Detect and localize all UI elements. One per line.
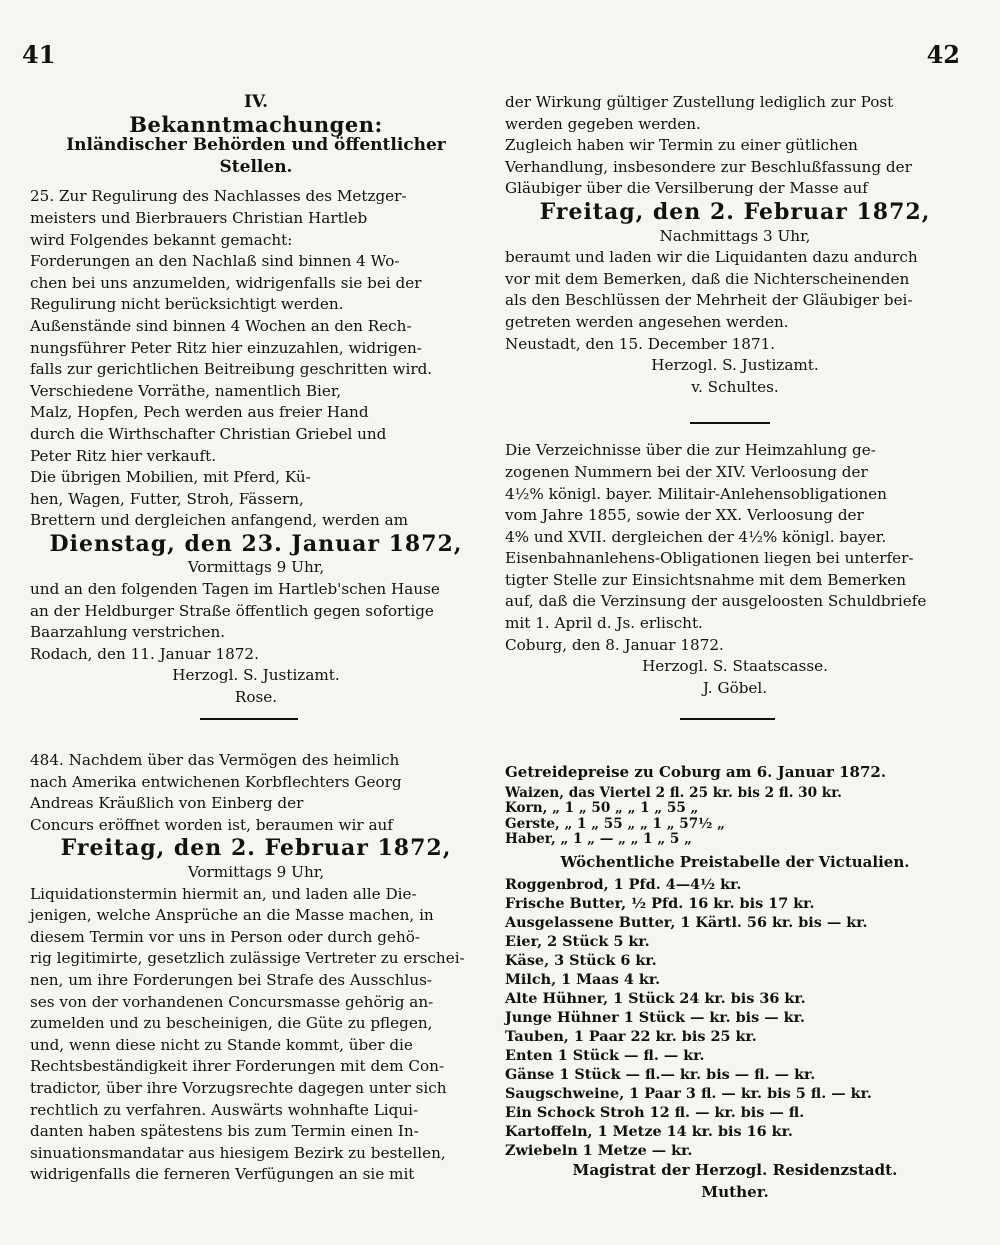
list-item: Ein Schock Stroh 12 fl. — kr. bis — fl. xyxy=(505,1104,805,1122)
text-line: Concurs eröffnet worden ist, beraumen wir auf xyxy=(30,815,393,834)
text-line: und, wenn diese nicht zu Stande kommt, über die xyxy=(30,1035,413,1054)
text-line: und an den folgenden Tagen im Hartleb'schen Hause xyxy=(30,580,440,599)
text-line: nungsführer Peter Ritz hier einzuzahlen, widrigen- xyxy=(30,338,422,357)
text-line: wird Folgendes bekannt gemacht: xyxy=(30,230,293,249)
text-line: durch die Wirthschafter Christian Griebel und xyxy=(30,424,387,443)
text-line: Nachmittags 3 Uhr, xyxy=(659,226,811,245)
signature-line: v. Schultes. xyxy=(691,377,779,396)
text-line: der Wirkung gültiger Zustellung lediglich zur Post xyxy=(505,93,894,111)
text-line: auf, daß die Verzinsung der ausgeloosten Schuldbriefe xyxy=(505,592,927,611)
text-line: meisters und Bierbrauers Christian Hartleb xyxy=(30,208,368,227)
notice-cont-after xyxy=(505,226,965,356)
text-line: Liquidationstermin hiermit an, und laden alle Die- xyxy=(30,884,417,903)
text-line: Regulirung nicht berücksichtigt werden. xyxy=(30,295,344,314)
notice-25-date: Dienstag, den 23. Januar 1872, xyxy=(49,530,463,557)
text-line: Die Verzeichnisse über die zur Heimzahlung ge- xyxy=(505,441,876,460)
left-bottom-column xyxy=(30,750,482,1186)
text-line: Forderungen an den Nachlaß sind binnen 4 Wo- xyxy=(30,252,400,271)
table-row: Gerste, „ 1 „ 55 „ „ 1 „ 57½ „ xyxy=(505,815,725,832)
notice-bonds-body xyxy=(505,440,965,656)
notice-cont-body xyxy=(505,92,965,200)
text-line: rig legitimirte, gesetzlich zulässige Vertreter zu erschei- xyxy=(30,949,465,968)
grain-prices-table xyxy=(505,786,965,848)
text-line: danten haben spätestens bis zum Termin einen In- xyxy=(30,1122,419,1141)
page-number-left: 41 xyxy=(22,40,56,69)
text-line: Coburg, den 8. Januar 1872. xyxy=(505,635,724,654)
list-item: Käse, 3 Stück 6 kr. xyxy=(505,952,657,970)
text-line: ses von der vorhandenen Concursmasse gehörig an- xyxy=(30,992,434,1011)
text-line: 4½% königl. bayer. Militair-Anlehensobligationen xyxy=(505,484,887,503)
list-item: Gänse 1 Stück — fl.— kr. bis — fl. — kr. xyxy=(505,1066,816,1084)
text-line: 484. Nachdem über das Vermögen des heimlich xyxy=(30,751,400,769)
right-top-column xyxy=(505,92,965,699)
separator-rule-short xyxy=(690,422,770,424)
list-item: Frische Butter, ½ Pfd. 16 kr. bis 17 kr. xyxy=(505,895,815,913)
section-subtitle: Inländischer Behörden und öffentlicher Stellen. xyxy=(66,135,446,177)
text-line: chen bei uns anzumelden, widrigenfalls sie bei der xyxy=(30,273,422,292)
text-line: vom Jahre 1855, sowie der XX. Verloosung der xyxy=(505,506,864,525)
text-line: jenigen, welche Ansprüche an die Masse machen, in xyxy=(30,906,434,925)
list-item: Eier, 2 Stück 5 kr. xyxy=(505,933,650,951)
text-line: Rodach, den 11. Januar 1872. xyxy=(30,644,259,663)
text-line: Zugleich haben wir Termin zu einer gütlichen xyxy=(505,136,858,155)
list-item: Ausgelassene Butter, 1 Kärtl. 56 kr. bis — kr. xyxy=(505,914,868,932)
table-row: Waizen, das Viertel 2 fl. 25 kr. bis 2 fl. 30 kr. xyxy=(505,784,842,801)
text-line: 25. Zur Regulirung des Nachlasses des Metzger- xyxy=(30,187,407,206)
list-item: Milch, 1 Maas 4 kr. xyxy=(505,971,661,989)
text-line: Neustadt, den 15. December 1871. xyxy=(505,334,776,353)
text-line: zumelden und zu bescheinigen, die Güte zu pflegen, xyxy=(30,1014,433,1033)
notice-cont-signature xyxy=(505,355,965,398)
food-prices-table xyxy=(505,875,965,1160)
list-item: Junge Hühner 1 Stück — kr. bis — kr. xyxy=(505,1009,805,1027)
food-prices-heading: Wöchentliche Preistabelle der Victualien. xyxy=(560,852,910,871)
text-line: Baarzahlung verstrichen. xyxy=(30,623,226,642)
text-line: Andreas Kräußlich von Einberg der xyxy=(30,794,304,813)
text-line: Rechtsbeständigkeit ihrer Forderungen mit dem Con- xyxy=(30,1057,445,1076)
text-line: tigter Stelle zur Einsichtsnahme mit dem Bemerken xyxy=(505,570,907,589)
list-item: Saugschweine, 1 Paar 3 fl. — kr. bis 5 fl. — kr. xyxy=(505,1085,872,1103)
text-line: rechtlich zu verfahren. Auswärts wohnhafte Liqui- xyxy=(30,1100,419,1119)
text-line: mit 1. April d. Js. erlischt. xyxy=(505,614,703,633)
notice-25-body xyxy=(30,186,482,532)
text-line: Vormittags 9 Uhr, xyxy=(187,862,325,881)
list-item: Tauben, 1 Paar 22 kr. bis 25 kr. xyxy=(505,1028,757,1046)
grain-prices-heading: Getreidepreise zu Coburg am 6. Januar 1872. xyxy=(505,763,887,781)
table-row: Korn, „ 1 „ 50 „ „ 1 „ 55 „ xyxy=(505,800,699,817)
signature-line: Herzogl. S. Staatscasse. xyxy=(642,657,828,676)
list-item: Roggenbrod, 1 Pfd. 4—4½ kr. xyxy=(505,876,742,894)
food-prices-signature xyxy=(505,1160,965,1203)
text-line: diesem Termin vor uns in Person oder durch gehö- xyxy=(30,927,421,946)
text-line: getreten werden angesehen werden. xyxy=(505,312,789,331)
text-line: falls zur gerichtlichen Beitreibung geschritten wird. xyxy=(30,360,433,379)
signature-line: Muther. xyxy=(701,1182,769,1201)
text-line: als den Beschlüssen der Mehrheit der Gläubiger bei- xyxy=(505,291,913,310)
list-item: Alte Hühner, 1 Stück 24 kr. bis 36 kr. xyxy=(505,990,806,1008)
text-line: zogenen Nummern bei der XIV. Verloosung der xyxy=(505,462,868,481)
right-bottom-column xyxy=(505,762,965,1203)
text-line: vor mit dem Bemerken, daß die Nichterscheinenden xyxy=(505,269,910,288)
section-title: Bekanntmachungen: xyxy=(129,111,383,137)
notice-484-body xyxy=(30,750,482,836)
text-line: 4% und XVII. dergleichen der 4½% königl. bayer. xyxy=(505,527,887,546)
left-top-column xyxy=(30,92,482,709)
text-line: Verhandlung, insbesondere zur Beschlußfassung der xyxy=(505,157,912,176)
notice-25-after xyxy=(30,557,482,665)
text-line: Außenstände sind binnen 4 Wochen an den Rech- xyxy=(30,316,412,335)
text-line: sinuationsmandatar aus hiesigem Bezirk zu bestellen, xyxy=(30,1143,446,1162)
table-row: Haber, „ 1 „ — „ „ 1 „ 5 „ xyxy=(505,831,692,848)
signature-line: Herzogl. S. Justizamt. xyxy=(172,666,340,685)
text-line: widrigenfalls die ferneren Verfügungen an sie mit xyxy=(30,1165,415,1184)
text-line: Eisenbahnanlehens-Obligationen liegen bei unterfer- xyxy=(505,549,914,568)
text-line: Vormittags 9 Uhr, xyxy=(187,558,325,577)
text-line: nach Amerika entwichenen Korbflechters Georg xyxy=(30,772,402,791)
text-line: Peter Ritz hier verkauft. xyxy=(30,446,217,465)
notice-25-signature xyxy=(30,665,482,708)
list-item: Kartoffeln, 1 Metze 14 kr. bis 16 kr. xyxy=(505,1123,793,1141)
notice-484-date: Freitag, den 2. Februar 1872, xyxy=(60,835,452,862)
text-line: werden gegeben werden. xyxy=(505,114,701,133)
text-line: Verschiedene Vorräthe, namentlich Bier, xyxy=(30,381,342,400)
text-line: Die übrigen Mobilien, mit Pferd, Kü- xyxy=(30,468,311,487)
text-line: nen, um ihre Forderungen bei Strafe des Ausschlus- xyxy=(30,970,433,989)
signature-line: Magistrat der Herzogl. Residenzstadt. xyxy=(572,1161,898,1180)
page-number-right: 42 xyxy=(926,40,960,69)
text-line: Malz, Hopfen, Pech werden aus freier Hand xyxy=(30,403,369,422)
list-item: Zwiebeln 1 Metze — kr. xyxy=(505,1142,693,1160)
text-line: tradictor, über ihre Vorzugsrechte dagegen unter sich xyxy=(30,1078,447,1097)
signature-line: Rose. xyxy=(234,688,278,707)
text-line: Brettern und dergleichen anfangend, werden am xyxy=(30,511,409,530)
text-line: Gläubiger über die Versilberung der Masse auf xyxy=(505,179,868,198)
notice-484-after xyxy=(30,862,482,1186)
notice-bonds-signature xyxy=(505,656,965,699)
separator-rule-right xyxy=(680,718,775,720)
section-number: IV. xyxy=(243,92,269,112)
separator-rule-left xyxy=(200,718,298,720)
text-line: hen, Wagen, Futter, Stroh, Fässern, xyxy=(30,489,304,508)
notice-cont-date: Freitag, den 2. Februar 1872, xyxy=(539,198,931,225)
list-item: Enten 1 Stück — fl. — kr. xyxy=(505,1047,705,1065)
text-line: beraumt und laden wir die Liquidanten dazu andurch xyxy=(505,248,918,267)
signature-line: Herzogl. S. Justizamt. xyxy=(651,356,819,375)
signature-line: J. Göbel. xyxy=(702,678,768,697)
text-line: an der Heldburger Straße öffentlich gegen sofortige xyxy=(30,601,434,620)
